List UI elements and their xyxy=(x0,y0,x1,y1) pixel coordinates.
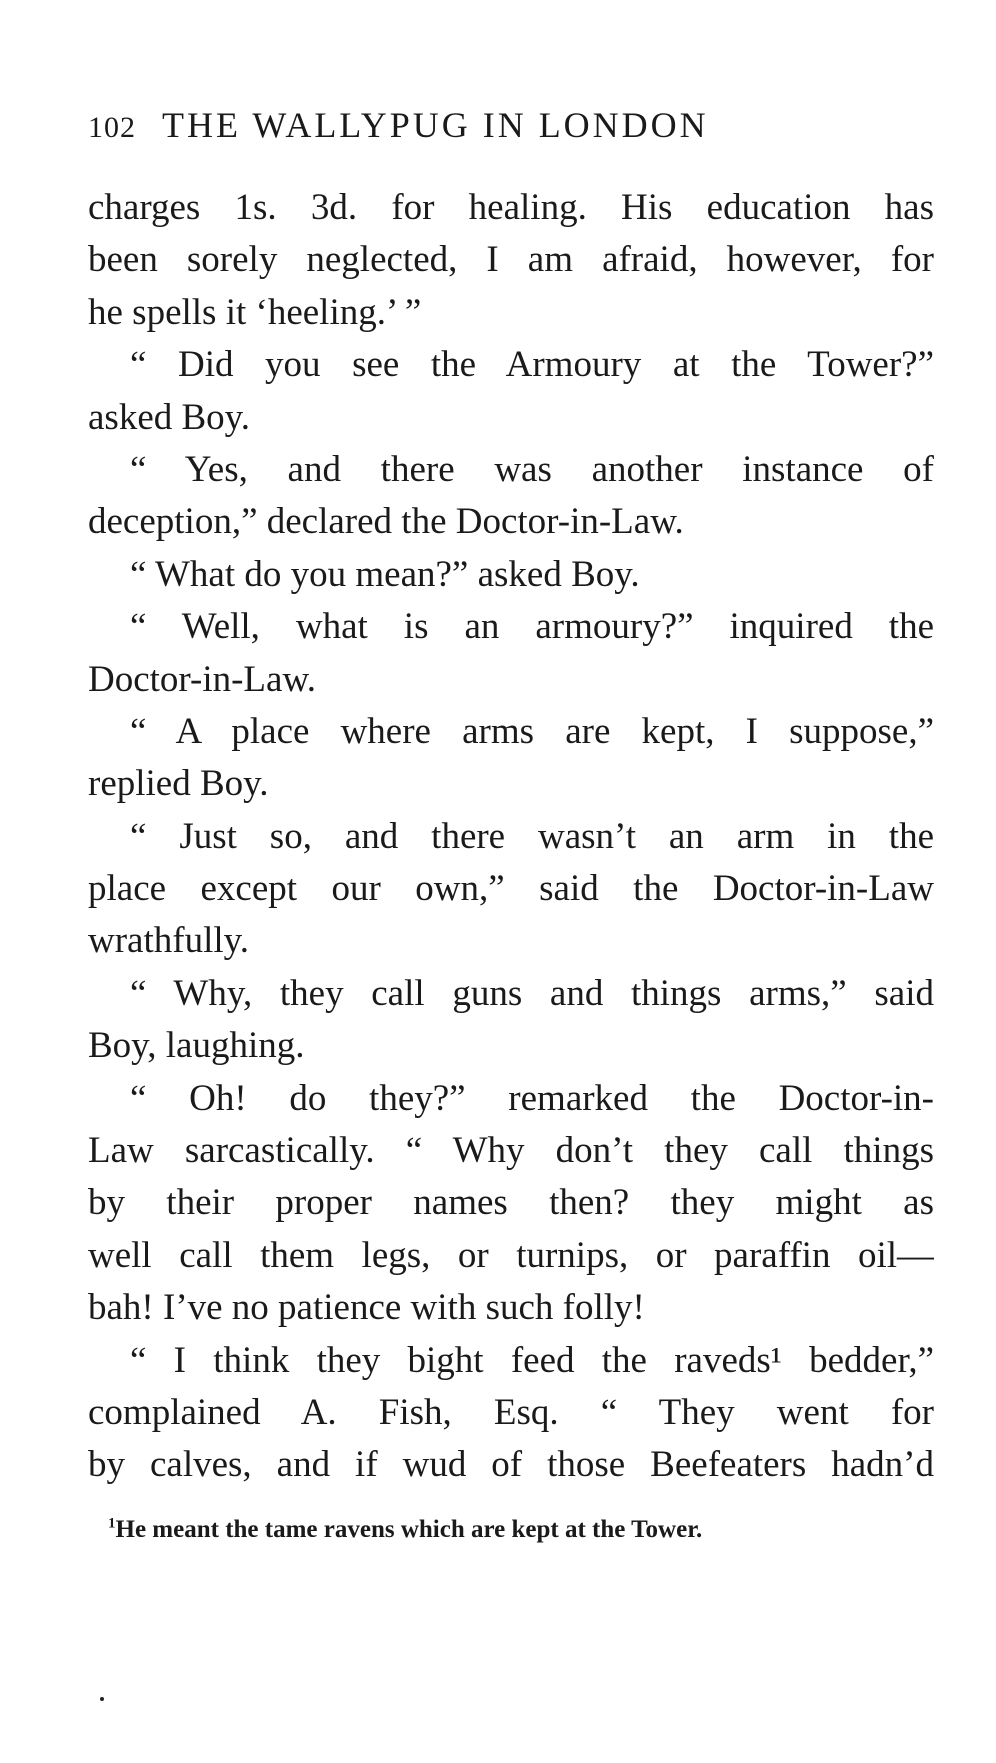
text-line: “ Oh! do they?” remarked the Doctor-in- xyxy=(130,1077,934,1119)
text-line: well call them legs, or turnips, or paraffin oil— xyxy=(88,1234,934,1276)
text-line: place except our own,” said the Doctor-in-Law xyxy=(88,868,934,910)
footnote-marker: 1 xyxy=(108,1515,116,1532)
text-line: “ What do you mean?” asked Boy. xyxy=(130,553,640,595)
running-title: THE WALLYPUG IN LONDON xyxy=(162,105,709,145)
text-line: he spells it ‘heeling.’ ” xyxy=(88,291,422,333)
text-line: Boy, laughing. xyxy=(88,1025,305,1067)
text-line: wrathfully. xyxy=(88,920,249,962)
footnote xyxy=(108,1512,934,1548)
body-text xyxy=(88,182,934,1492)
text-line: complained A. Fish, Esq. “ They went for xyxy=(88,1391,934,1433)
text-line: “ Just so, and there wasn’t an arm in the xyxy=(130,815,934,857)
running-head xyxy=(88,100,928,150)
text-line: “ Why, they call guns and things arms,” said xyxy=(130,972,934,1014)
text-line: replied Boy. xyxy=(88,763,269,805)
text-line: “ Well, what is an armoury?” inquired the xyxy=(130,606,934,648)
text-line: “ A place where arms are kept, I suppose,” xyxy=(130,710,934,752)
text-line: Law sarcastically. “ Why don’t they call things xyxy=(88,1130,934,1172)
text-line: asked Boy. xyxy=(88,396,251,438)
text-line: “ Did you see the Armoury at the Tower?” xyxy=(130,344,934,386)
text-line: by calves, and if wud of those Beefeaters hadn’d xyxy=(88,1444,934,1486)
footnote-text: He meant the tame ravens which are kept at the Tower. xyxy=(115,1516,703,1543)
text-line: been sorely neglected, I am afraid, however, for xyxy=(88,239,934,281)
text-line: Doctor-in-Law. xyxy=(88,658,317,700)
page-speck xyxy=(100,1697,104,1701)
text-line: deception,” declared the Doctor-in-Law. xyxy=(88,501,684,543)
text-line: charges 1s. 3d. for healing. His education has xyxy=(88,187,934,228)
text-line: “ I think they bight feed the raveds¹ bedder,” xyxy=(130,1339,934,1381)
page-number: 102 xyxy=(88,111,136,144)
text-line: by their proper names then? they might as xyxy=(88,1182,934,1224)
text-line: bah! I’ve no patience with such folly! xyxy=(88,1287,645,1329)
text-line: “ Yes, and there was another instance of xyxy=(130,448,934,490)
